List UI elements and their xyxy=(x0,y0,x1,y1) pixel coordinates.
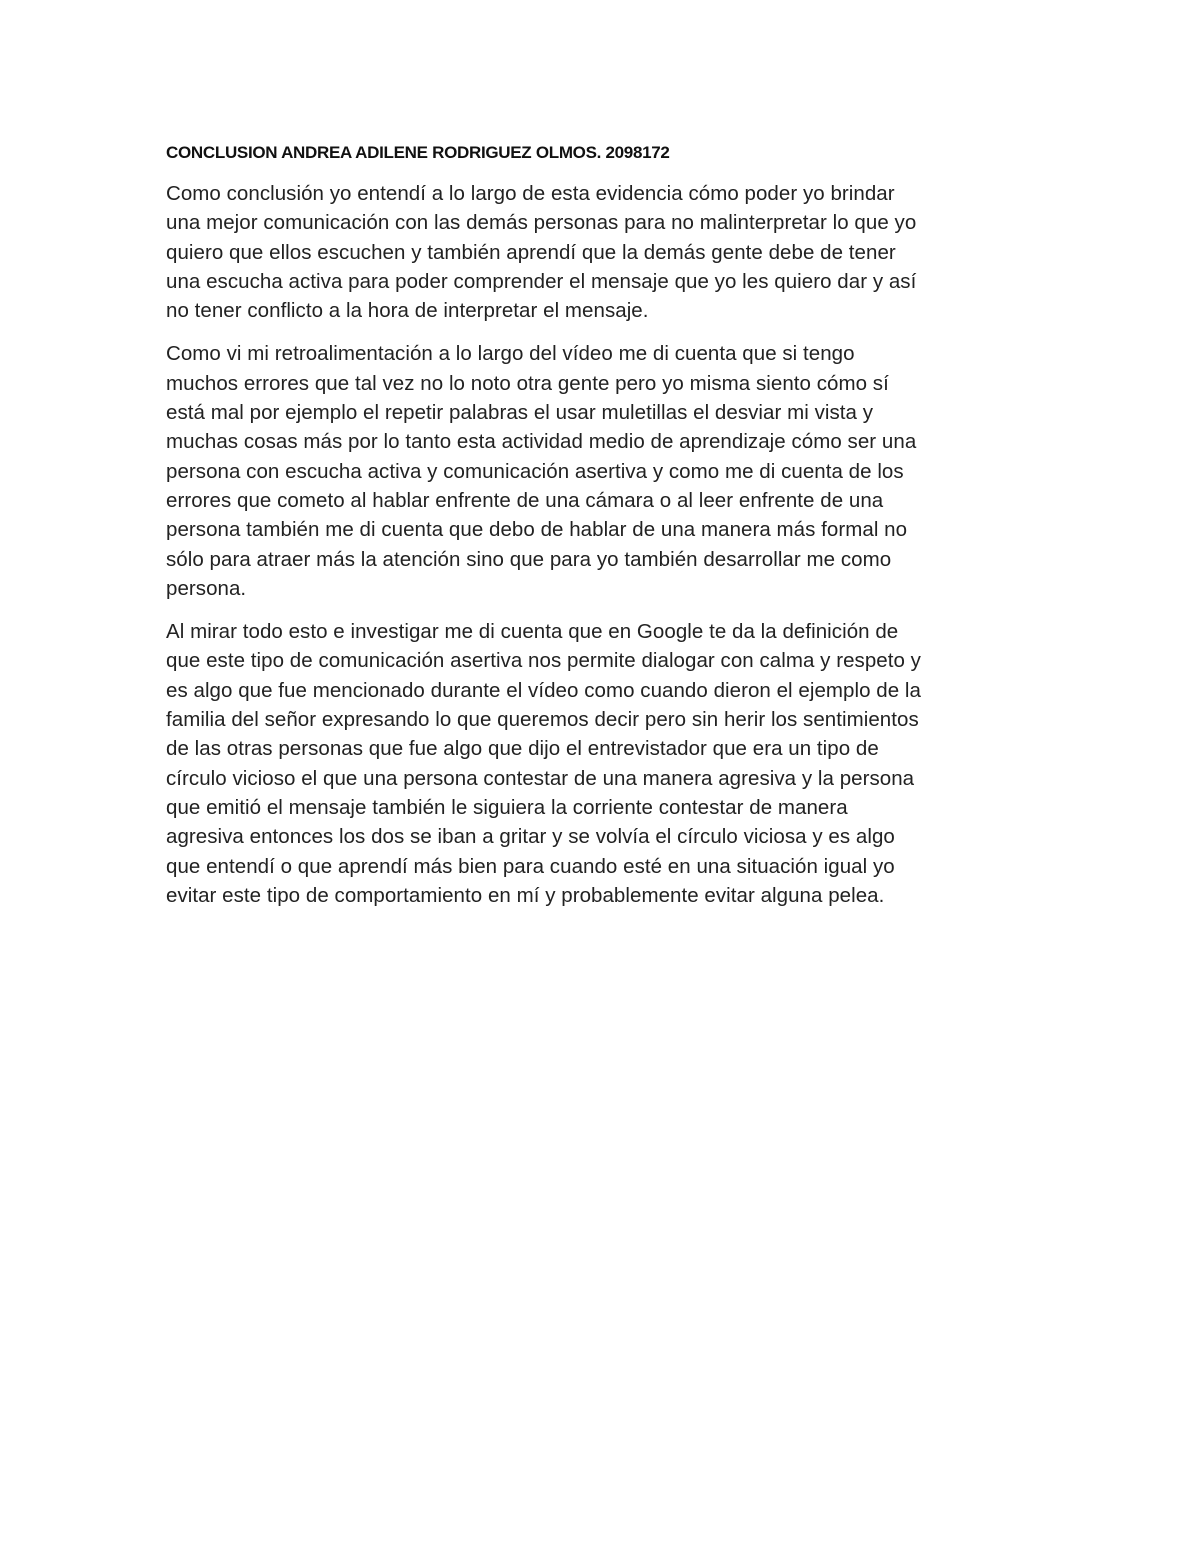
paragraph-line: muchos errores que tal vez no lo noto otra gente pero yo misma siento cómo sí xyxy=(166,371,889,395)
paragraph-line: que emitió el mensaje también le siguiera la corriente contestar de manera xyxy=(166,795,848,819)
paragraph-line: quiero que ellos escuchen y también aprendí que la demás gente debe de tener xyxy=(166,240,896,264)
paragraph-line: que este tipo de comunicación asertiva nos permite dialogar con calma y respeto y xyxy=(166,649,921,673)
paragraph-line: errores que cometo al hablar enfrente de una cámara o al leer enfrente de una xyxy=(166,488,884,512)
paragraph-line: Como conclusión yo entendí a lo largo de esta evidencia cómo poder yo brindar xyxy=(166,182,895,205)
paragraph-line: no tener conflicto a la hora de interpretar el mensaje. xyxy=(166,299,649,323)
paragraph-line: agresiva entonces los dos se iban a gritar y se volvía el círculo viciosa y es algo xyxy=(166,825,895,849)
paragraph-line: una escucha activa para poder comprender el mensaje que yo les quiero dar y así xyxy=(166,269,917,293)
paragraph-line: es algo que fue mencionado durante el vídeo como cuando dieron el ejemplo de la xyxy=(166,678,921,702)
paragraph-line: círculo vicioso el que una persona contestar de una manera agresiva y la persona xyxy=(166,766,915,790)
paragraph-line: sólo para atraer más la atención sino que para yo también desarrollar me como xyxy=(166,547,892,571)
paragraph-1 xyxy=(166,179,1046,325)
paragraph-line: persona con escucha activa y comunicación asertiva y como me di cuenta de los xyxy=(166,459,904,483)
paragraph-line: Al mirar todo esto e investigar me di cuenta que en Google te da la definición de xyxy=(166,620,899,644)
paragraph-line: evitar este tipo de comportamiento en mí y probablemente evitar alguna pelea. xyxy=(166,883,885,907)
paragraph-line: persona. xyxy=(166,576,247,600)
document-body xyxy=(166,140,1046,924)
paragraph-line: persona también me di cuenta que debo de hablar de una manera más formal no xyxy=(166,518,908,542)
paragraph-line: Como vi mi retroalimentación a lo largo del vídeo me di cuenta que si tengo xyxy=(166,342,855,366)
paragraph-3 xyxy=(166,617,1046,910)
paragraph-2 xyxy=(166,339,1046,603)
paragraph-line: está mal por ejemplo el repetir palabras el usar muletillas el desviar mi vista y xyxy=(166,401,874,425)
paragraph-line: que entendí o que aprendí más bien para cuando esté en una situación igual yo xyxy=(166,854,895,878)
paragraph-line: muchas cosas más por lo tanto esta actividad medio de aprendizaje cómo ser una xyxy=(166,430,917,454)
paragraph-line: familia del señor expresando lo que queremos decir pero sin herir los sentimientos xyxy=(166,708,919,732)
paragraph-line: de las otras personas que fue algo que dijo el entrevistador que era un tipo de xyxy=(166,737,879,761)
paragraph-line: una mejor comunicación con las demás personas para no malinterpretar lo que yo xyxy=(166,211,917,235)
document-title: CONCLUSION ANDREA ADILENE RODRIGUEZ OLMOS. 2098172 xyxy=(166,143,670,162)
